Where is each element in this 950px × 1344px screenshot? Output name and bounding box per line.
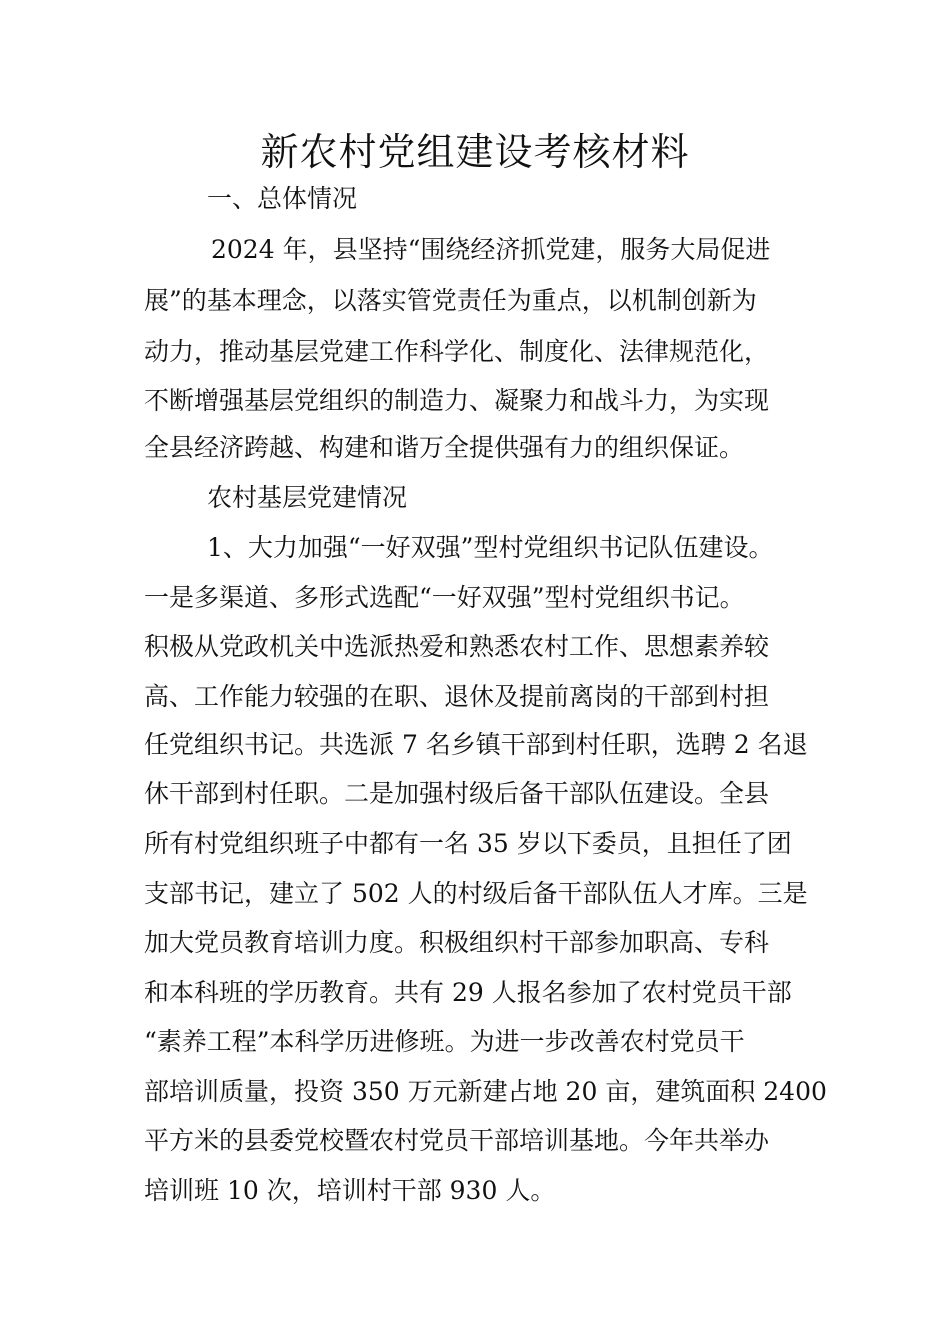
paragraph-line: 和本科班的学历教育。共有 29 人报名参加了农村党员干部 bbox=[144, 978, 792, 1007]
section-heading-rural: 农村基层党建情况 bbox=[207, 483, 408, 512]
paragraph-line: 2024 年，县坚持“围绕经济抓党建，服务大局促进 bbox=[211, 235, 771, 264]
paragraph-line: 平方米的县委党校暨农村党员干部培训基地。今年共举办 bbox=[144, 1126, 770, 1155]
paragraph-line: 积极从党政机关中选派热爱和熟悉农村工作、思想素养较 bbox=[144, 632, 770, 661]
paragraph-line: 高、工作能力较强的在职、退休及提前离岗的干部到村担 bbox=[144, 682, 770, 711]
paragraph-line: 动力，推动基层党建工作科学化、制度化、法律规范化， bbox=[144, 337, 770, 366]
paragraph-line: 展”的基本理念，以落实管党责任为重点，以机制创新为 bbox=[144, 286, 757, 315]
paragraph-line: “素养工程”本科学历进修班。为进一步改善农村党员干 bbox=[144, 1027, 745, 1056]
paragraph-line: 部培训质量，投资 350 万元新建占地 20 亩，建筑面积 2400 bbox=[144, 1077, 827, 1106]
paragraph-line: 休干部到村任职。二是加强村级后备干部队伍建设。全县 bbox=[144, 779, 770, 808]
paragraph-line: 1、大力加强“一好双强”型村党组织书记队伍建设。 bbox=[207, 533, 774, 562]
paragraph-line: 任党组织书记。共选派 7 名乡镇干部到村任职，选聘 2 名退 bbox=[144, 730, 808, 759]
document-title: 新农村党组建设考核材料 bbox=[260, 130, 690, 174]
paragraph-line: 加大党员教育培训力度。积极组织村干部参加职高、专科 bbox=[144, 928, 770, 957]
paragraph-line: 所有村党组织班子中都有一名 35 岁以下委员，且担任了团 bbox=[144, 829, 792, 858]
paragraph-line: 支部书记，建立了 502 人的村级后备干部队伍人才库。三是 bbox=[144, 879, 808, 908]
paragraph-line: 培训班 10 次，培训村干部 930 人。 bbox=[144, 1176, 556, 1205]
paragraph-line: 一是多渠道、多形式选配“一好双强”型村党组织书记。 bbox=[144, 583, 745, 612]
section-heading-overview: 一、总体情况 bbox=[207, 184, 358, 213]
paragraph-line: 全县经济跨越、构建和谐万全提供强有力的组织保证。 bbox=[144, 433, 745, 462]
paragraph-line: 不断增强基层党组织的制造力、凝聚力和战斗力，为实现 bbox=[144, 386, 770, 415]
